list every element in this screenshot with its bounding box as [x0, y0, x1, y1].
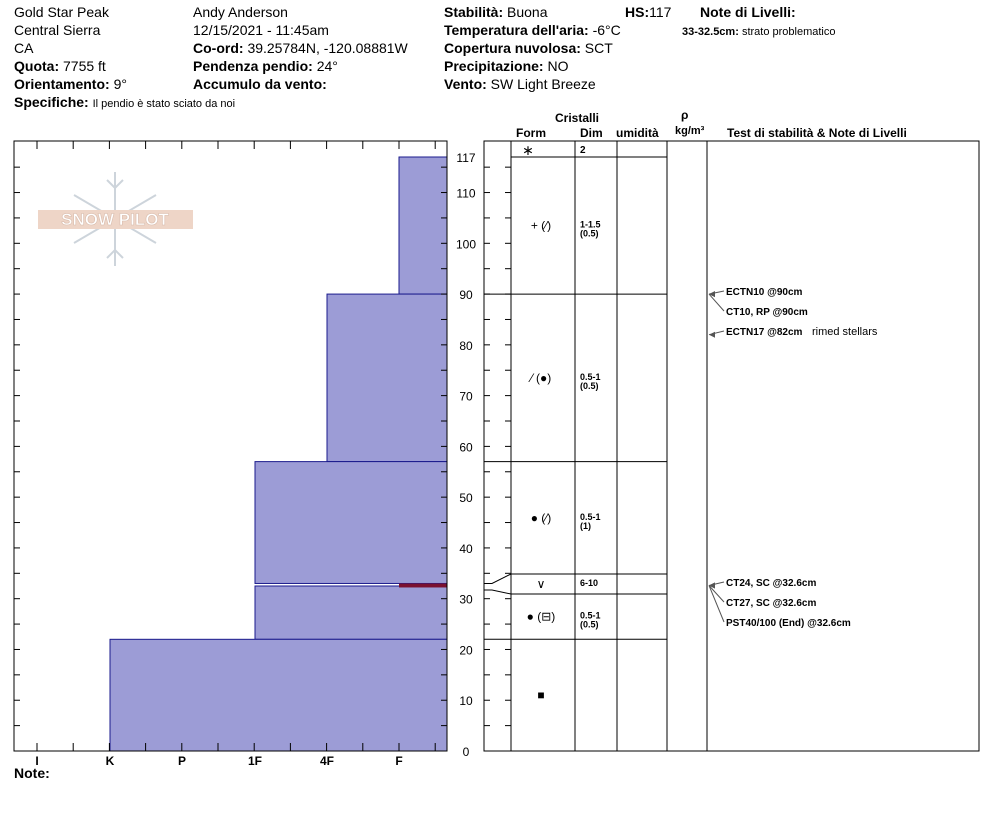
state-name: CA	[14, 40, 34, 56]
hardness-bar	[399, 157, 447, 294]
thin-layer-connector	[484, 590, 511, 594]
grain-size: 0.5-1	[580, 371, 601, 382]
hardness-label: P	[177, 754, 187, 768]
col-header-form: Form	[516, 126, 546, 140]
grain-form-symbol: ● (⊟)	[526, 609, 556, 624]
grain-form-symbol: ⁄ (●)	[530, 370, 552, 385]
depth-tick-label: 40	[459, 541, 473, 556]
air-temp-value: -6°C	[592, 22, 621, 38]
test-arrow-line	[709, 585, 724, 602]
grain-size: 0.5-1	[580, 511, 601, 522]
grain-size-secondary: (0.5)	[580, 619, 599, 630]
grain-size: 1-1.5	[580, 219, 601, 230]
air-temp-row: Temperatura dell'aria: -6°C	[444, 22, 621, 38]
depth-tick-label: 80	[459, 338, 473, 353]
depth-top-label: 117	[456, 151, 476, 165]
layer-table	[484, 141, 979, 751]
col-header-tests: Test di stabilità & Note di Livelli	[727, 126, 907, 140]
coords-row: Co-ord: 39.25784N, -120.08881W	[193, 40, 408, 56]
stability-test-label: CT10, RP @90cm	[726, 307, 808, 318]
elevation-row: Quota: 7755 ft	[14, 58, 106, 74]
depth-tick-label: 0	[462, 745, 470, 759]
grain-form-symbol: + (⁄)	[530, 218, 552, 233]
grain-size: 6-10	[580, 578, 599, 588]
wind-row: Vento: SW Light Breeze	[444, 76, 596, 92]
hardness-bar	[255, 462, 447, 584]
coords-value: 39.25784N, -120.08881W	[247, 40, 408, 56]
layer-notes-title: Note di Livelli:	[700, 4, 796, 20]
stability-test-label: ECTN10 @90cm	[726, 287, 803, 298]
grain-size-secondary: (0.5)	[580, 380, 599, 391]
surface-dim: 2	[580, 145, 586, 156]
grain-size-secondary: (1)	[580, 520, 591, 531]
observer-name: Andy Anderson	[193, 4, 288, 20]
wind-value: SW Light Breeze	[490, 76, 596, 92]
weak-layer-bar	[399, 583, 447, 587]
grain-size: 0.5-1	[580, 610, 601, 621]
stability-test-note: rimed stellars	[812, 326, 878, 338]
hardness-label: F	[395, 754, 403, 768]
table-frame	[484, 141, 979, 751]
stability-test-label: CT24, SC @32.6cm	[726, 578, 817, 589]
cloud-value: SCT	[584, 40, 613, 56]
test-arrow-line	[709, 294, 724, 311]
hs-row: HS:117	[625, 4, 672, 20]
col-header-umidita: umidità	[616, 126, 659, 140]
hardness-label: K	[105, 754, 115, 768]
depth-tick-label: 110	[456, 186, 476, 201]
wind-loading-row: Accumulo da vento:	[193, 76, 327, 92]
surface-form-symbol: ∗	[522, 142, 534, 158]
test-arrow-line	[709, 585, 724, 622]
col-header-rho: ρ	[681, 108, 689, 122]
col-header-cristalli: Cristalli	[555, 111, 600, 125]
hardness-label: 4F	[319, 754, 335, 768]
cloud-row: Copertura nuvolosa: SCT	[444, 40, 613, 56]
hardness-bar	[327, 294, 447, 462]
depth-tick-label: 90	[459, 288, 473, 303]
depth-tick-label: 30	[459, 592, 473, 607]
hardness-profile	[14, 141, 476, 768]
precip-value: NO	[547, 58, 569, 74]
depth-tick-label: 70	[459, 389, 473, 404]
col-header-dim: Dim	[580, 126, 603, 140]
grain-form-symbol: ∨	[536, 577, 546, 591]
hardness-bar	[110, 639, 447, 751]
layer-notes-text: strato problematico	[741, 26, 836, 38]
slope-value: 24°	[316, 58, 338, 74]
stability-value: Buona	[507, 4, 548, 20]
stability-test-label: PST40/100 (End) @32.6cm	[726, 618, 851, 629]
stability-test-label: ECTN17 @82cm	[726, 327, 803, 338]
logo-text: SNOW PILOT	[61, 210, 169, 229]
test-arrow-head	[709, 332, 715, 338]
grain-form-symbol: ■	[537, 688, 545, 703]
depth-tick-label: 20	[459, 643, 473, 658]
grain-size-secondary: (0.5)	[580, 228, 599, 239]
layer-notes-range: 33-32.5cm:	[682, 26, 739, 38]
location-name: Gold Star Peak	[14, 4, 109, 20]
test-arrow-head	[709, 291, 715, 297]
range-name: Central Sierra	[14, 22, 101, 38]
hardness-bar	[255, 586, 447, 639]
depth-tick-label: 50	[459, 491, 473, 506]
specifics-row: Specifiche: Il pendio è stato sciato da noi	[14, 94, 236, 110]
observation-datetime: 12/15/2021 - 11:45am	[193, 22, 329, 38]
notes-label: Note:	[14, 765, 50, 781]
specifics-value: Il pendio è stato sciato da noi	[92, 98, 236, 110]
depth-tick-label: 60	[459, 440, 473, 455]
aspect-value: 9°	[113, 76, 127, 92]
depth-tick-label: 10	[459, 694, 473, 709]
stability-test-label: CT27, SC @32.6cm	[726, 598, 817, 609]
thin-layer-connector	[484, 574, 511, 583]
hardness-label: I	[35, 754, 39, 768]
elevation-value: 7755 ft	[63, 58, 106, 74]
aspect-row: Orientamento: 9°	[14, 76, 127, 92]
hardness-label: 1F	[247, 754, 263, 768]
precip-row: Precipitazione: NO	[444, 58, 569, 74]
snowpilot-logo	[38, 172, 193, 266]
col-header-density-unit: kg/m³	[675, 125, 705, 137]
slope-row: Pendenza pendio: 24°	[193, 58, 338, 74]
hs-value: 117	[649, 4, 672, 20]
depth-tick-label: 100	[455, 237, 477, 252]
stability-row: Stabilità: Buona	[444, 4, 548, 20]
grain-form-symbol: ● (⁄)	[530, 510, 552, 525]
